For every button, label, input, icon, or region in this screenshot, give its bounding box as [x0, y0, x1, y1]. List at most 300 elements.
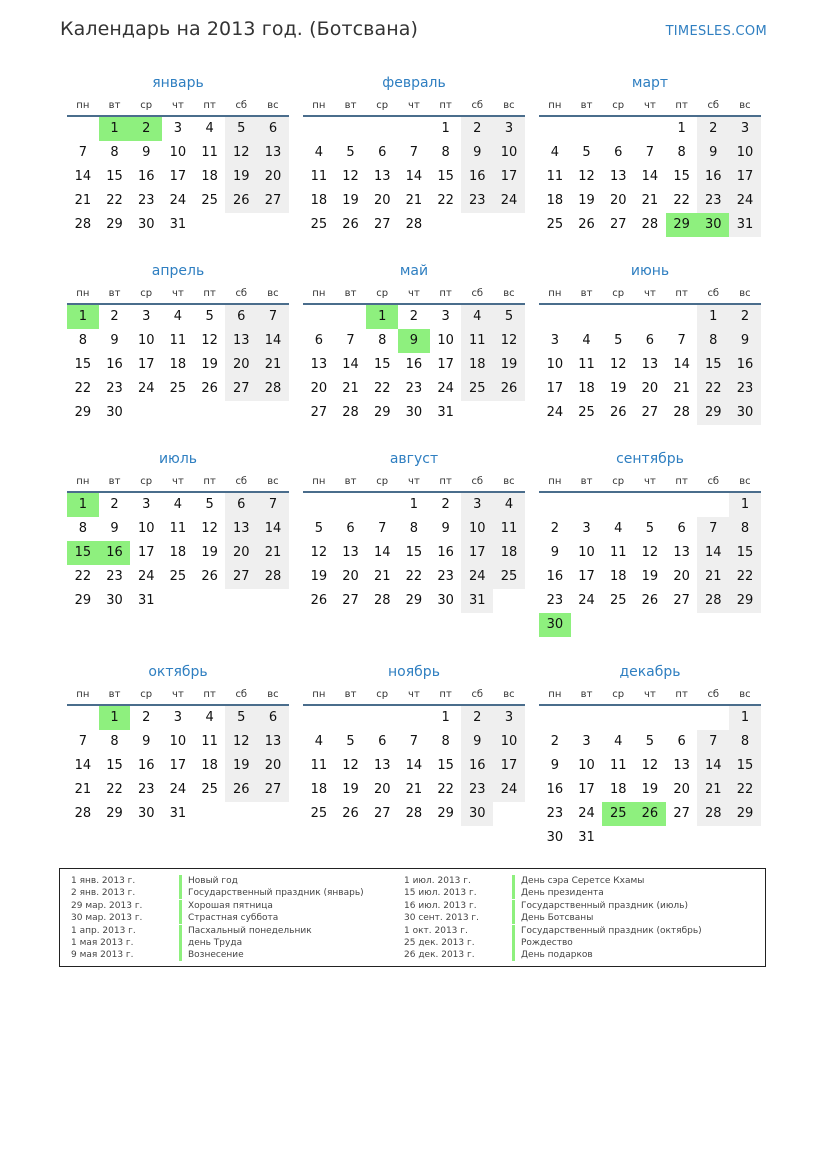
- legend-holiday-name: Вознесение: [188, 950, 244, 961]
- month-name: апрель: [151, 263, 205, 279]
- weekday-label: пт: [203, 288, 216, 299]
- day-cell: 2: [441, 497, 450, 512]
- day-cell: 14: [257, 329, 289, 353]
- legend-date: 25 дек. 2013 г.: [404, 937, 475, 948]
- empty-cell: [634, 305, 666, 329]
- empty-cell: [335, 305, 367, 329]
- day-cell: 1: [409, 497, 419, 512]
- day-cell: 28: [257, 377, 289, 401]
- day-cell: 9: [461, 141, 493, 165]
- day-cell: 15: [405, 545, 423, 560]
- day-cell: 11: [201, 145, 218, 160]
- day-cell: 30: [729, 401, 761, 425]
- weekday-label: пт: [439, 100, 452, 111]
- weekday-label: вт: [108, 689, 121, 700]
- day-cell: 2: [110, 497, 119, 512]
- day-cell: 17: [169, 169, 187, 184]
- day-cell: 4: [614, 521, 623, 536]
- holiday-day-cell: 15: [67, 541, 99, 565]
- day-cell: 31: [729, 213, 761, 237]
- day-cell: 4: [314, 145, 323, 160]
- day-cell: 6: [225, 305, 257, 329]
- holiday-day-cell: 1: [366, 305, 398, 329]
- day-cell: 16: [405, 357, 423, 372]
- holiday-color-marker: [179, 900, 182, 912]
- day-cell: 6: [378, 734, 387, 749]
- day-cell: 10: [137, 521, 155, 536]
- holiday-color-marker: [179, 875, 182, 887]
- legend-date: 1 июл. 2013 г.: [404, 876, 471, 886]
- day-cell: 19: [201, 545, 218, 560]
- day-cell: 7: [257, 493, 289, 517]
- weekday-label: вс: [503, 288, 515, 299]
- legend-date: 30 мар. 2013 г.: [71, 913, 143, 924]
- day-cell: 19: [225, 754, 257, 778]
- legend-holiday-name: Пасхальный понедельник: [188, 925, 312, 936]
- day-cell: 25: [310, 806, 328, 821]
- day-cell: 7: [677, 333, 686, 348]
- weekday-label: пт: [675, 476, 688, 487]
- day-cell: 10: [169, 145, 187, 160]
- day-cell: 13: [609, 169, 627, 184]
- day-cell: 26: [342, 806, 359, 821]
- holiday-color-marker: [512, 949, 515, 961]
- legend-holiday-name: Государственный праздник (июль): [521, 900, 688, 911]
- day-cell: 19: [225, 165, 257, 189]
- day-cell: 13: [257, 730, 289, 754]
- day-cell: 22: [673, 193, 690, 208]
- empty-cell: [335, 706, 367, 730]
- day-cell: 27: [673, 593, 690, 608]
- day-cell: 12: [225, 730, 257, 754]
- month-block: [539, 448, 761, 637]
- day-cell: 12: [641, 545, 659, 560]
- day-cell: 10: [437, 333, 454, 348]
- day-cell: 29: [729, 589, 761, 613]
- holiday-legend: [59, 868, 766, 967]
- month-block: [303, 661, 525, 826]
- day-cell: 17: [137, 357, 155, 372]
- empty-cell: [634, 706, 666, 730]
- holiday-day-cell: 16: [99, 541, 131, 565]
- day-cell: 19: [493, 353, 525, 377]
- day-cell: 8: [409, 521, 419, 536]
- empty-cell: [666, 706, 698, 730]
- day-cell: 14: [74, 169, 92, 184]
- empty-cell: [666, 305, 698, 329]
- weekday-label: сб: [471, 100, 484, 111]
- day-cell: 20: [257, 165, 289, 189]
- weekday-label: пн: [76, 689, 90, 700]
- empty-cell: [398, 117, 430, 141]
- day-cell: 27: [373, 806, 391, 821]
- weekday-label: пн: [76, 476, 90, 487]
- day-cell: 29: [405, 593, 423, 608]
- weekday-header: [67, 282, 289, 305]
- day-cell: 11: [546, 169, 564, 184]
- weekday-label: вт: [108, 100, 121, 111]
- empty-cell: [539, 706, 571, 730]
- day-cell: 7: [78, 145, 87, 160]
- day-cell: 18: [609, 569, 627, 584]
- day-cell: 12: [609, 357, 627, 372]
- holiday-color-marker: [512, 925, 515, 937]
- day-cell: 28: [257, 565, 289, 589]
- weekday-label: сб: [707, 689, 720, 700]
- weekday-label: пн: [312, 476, 326, 487]
- day-cell: 24: [546, 405, 564, 420]
- day-cell: 8: [729, 517, 761, 541]
- day-cell: 20: [257, 754, 289, 778]
- legend-row: [404, 875, 702, 887]
- empty-cell: [67, 706, 99, 730]
- legend-date: 16 июл. 2013 г.: [404, 900, 477, 911]
- day-cell: 26: [493, 377, 525, 401]
- legend-column-left: [71, 875, 364, 962]
- day-cell: 10: [546, 357, 564, 372]
- month-name: январь: [152, 75, 204, 91]
- day-cell: 6: [314, 333, 323, 348]
- weekday-label: вс: [503, 100, 515, 111]
- legend-row: [404, 937, 702, 949]
- day-cell: 13: [373, 169, 391, 184]
- holiday-color-marker: [512, 937, 515, 949]
- legend-date: 1 окт. 2013 г.: [404, 925, 468, 936]
- day-cell: 3: [173, 121, 183, 136]
- day-cell: 16: [546, 569, 564, 584]
- holiday-day-cell: 29: [666, 213, 698, 237]
- day-cell: 6: [378, 145, 387, 160]
- day-cell: 12: [310, 545, 328, 560]
- day-cell: 11: [169, 333, 187, 348]
- legend-row: [404, 949, 702, 961]
- weekday-label: пт: [203, 476, 216, 487]
- day-cell: 19: [310, 569, 328, 584]
- day-cell: 19: [342, 782, 359, 797]
- day-cell: 4: [205, 710, 214, 725]
- weekday-label: ср: [612, 288, 625, 299]
- day-cell: 15: [673, 169, 690, 184]
- day-cell: 15: [106, 758, 123, 773]
- day-cell: 23: [137, 193, 155, 208]
- day-cell: 5: [346, 145, 355, 160]
- day-cell: 4: [173, 309, 183, 324]
- legend-row: [71, 900, 364, 912]
- empty-cell: [67, 117, 99, 141]
- legend-date: 1 янв. 2013 г.: [71, 876, 136, 886]
- weekday-header: [539, 683, 761, 706]
- day-cell: 17: [578, 569, 595, 584]
- legend-date: 15 июл. 2013 г.: [404, 888, 477, 899]
- day-cell: 16: [437, 545, 454, 560]
- day-cell: 28: [697, 802, 729, 826]
- day-cell: 27: [225, 377, 257, 401]
- weekday-label: вс: [267, 476, 279, 487]
- day-cell: 10: [729, 141, 761, 165]
- day-grid: [67, 305, 289, 425]
- day-cell: 26: [310, 593, 328, 608]
- day-cell: 5: [346, 734, 355, 749]
- day-cell: 15: [437, 758, 454, 773]
- legend-row: [404, 912, 702, 924]
- page-title: Календарь на 2013 год. (Ботсвана): [60, 18, 418, 40]
- day-cell: 21: [697, 565, 729, 589]
- day-cell: 29: [106, 217, 123, 232]
- day-cell: 22: [74, 569, 92, 584]
- weekday-label: вс: [739, 288, 751, 299]
- day-cell: 30: [405, 405, 423, 420]
- day-cell: 21: [342, 381, 359, 396]
- day-cell: 23: [546, 806, 564, 821]
- weekday-label: чт: [644, 689, 656, 700]
- weekday-label: ср: [376, 288, 389, 299]
- legend-date: 26 дек. 2013 г.: [404, 950, 475, 961]
- day-cell: 21: [373, 569, 391, 584]
- weekday-label: чт: [172, 100, 184, 111]
- legend-date: 29 мар. 2013 г.: [71, 900, 143, 911]
- day-cell: 14: [697, 754, 729, 778]
- month-name: июнь: [630, 263, 670, 279]
- day-cell: 5: [614, 333, 623, 348]
- weekday-label: сб: [707, 288, 720, 299]
- day-cell: 28: [342, 405, 359, 420]
- weekday-label: вт: [108, 476, 121, 487]
- day-cell: 3: [142, 309, 151, 324]
- day-cell: 11: [169, 521, 187, 536]
- day-cell: 9: [729, 329, 761, 353]
- day-cell: 6: [346, 521, 355, 536]
- day-cell: 23: [546, 593, 564, 608]
- day-cell: 19: [641, 782, 659, 797]
- legend-date: 1 апр. 2013 г.: [71, 925, 136, 936]
- weekday-header: [67, 94, 289, 117]
- day-cell: 4: [550, 145, 559, 160]
- day-cell: 12: [641, 758, 659, 773]
- weekday-label: вс: [503, 476, 515, 487]
- day-cell: 4: [493, 493, 525, 517]
- day-cell: 1: [729, 706, 761, 730]
- weekday-label: ср: [140, 288, 153, 299]
- day-cell: 29: [437, 806, 454, 821]
- holiday-day-cell: 1: [67, 305, 99, 329]
- day-cell: 24: [461, 565, 493, 589]
- legend-row: [404, 900, 702, 912]
- day-cell: 2: [409, 309, 419, 324]
- day-cell: 31: [437, 405, 454, 420]
- day-cell: 28: [373, 593, 391, 608]
- day-cell: 13: [225, 517, 257, 541]
- day-cell: 29: [74, 405, 92, 420]
- weekday-label: пт: [203, 689, 216, 700]
- day-cell: 3: [441, 309, 450, 324]
- day-cell: 11: [609, 758, 627, 773]
- day-cell: 3: [729, 117, 761, 141]
- day-cell: 7: [697, 730, 729, 754]
- day-cell: 14: [342, 357, 359, 372]
- day-cell: 31: [137, 593, 155, 608]
- day-cell: 23: [405, 381, 423, 396]
- day-cell: 18: [493, 541, 525, 565]
- day-cell: 20: [673, 569, 690, 584]
- weekday-header: [539, 470, 761, 493]
- day-grid: [303, 117, 525, 237]
- day-cell: 23: [137, 782, 155, 797]
- day-cell: 17: [137, 545, 155, 560]
- weekday-label: чт: [408, 689, 420, 700]
- day-cell: 17: [461, 541, 493, 565]
- weekday-label: вт: [580, 476, 593, 487]
- empty-cell: [571, 706, 603, 730]
- weekday-header: [67, 470, 289, 493]
- weekday-label: сб: [235, 100, 248, 111]
- month-name: август: [389, 451, 439, 467]
- day-cell: 21: [257, 353, 289, 377]
- day-cell: 23: [729, 377, 761, 401]
- day-cell: 25: [310, 217, 328, 232]
- day-cell: 23: [461, 778, 493, 802]
- day-cell: 23: [106, 381, 123, 396]
- day-cell: 30: [437, 593, 454, 608]
- day-cell: 15: [373, 357, 391, 372]
- day-cell: 17: [493, 165, 525, 189]
- weekday-label: сб: [235, 689, 248, 700]
- month-block: [539, 72, 761, 237]
- weekday-label: чт: [644, 476, 656, 487]
- day-cell: 12: [201, 521, 218, 536]
- day-cell: 6: [257, 706, 289, 730]
- empty-cell: [366, 117, 398, 141]
- day-cell: 7: [78, 734, 87, 749]
- day-cell: 17: [493, 754, 525, 778]
- day-cell: 18: [578, 381, 595, 396]
- day-cell: 25: [461, 377, 493, 401]
- day-cell: 21: [641, 193, 659, 208]
- day-cell: 27: [373, 217, 391, 232]
- holiday-color-marker: [512, 912, 515, 924]
- weekday-label: вт: [108, 288, 121, 299]
- day-grid: [67, 493, 289, 613]
- day-cell: 18: [169, 357, 187, 372]
- day-cell: 18: [201, 169, 218, 184]
- weekday-label: чт: [172, 288, 184, 299]
- weekday-label: вс: [267, 100, 279, 111]
- month-block: [303, 260, 525, 425]
- weekday-label: чт: [172, 476, 184, 487]
- day-cell: 24: [729, 189, 761, 213]
- day-cell: 20: [373, 782, 391, 797]
- empty-cell: [539, 305, 571, 329]
- holiday-day-cell: 25: [602, 802, 634, 826]
- day-cell: 11: [461, 329, 493, 353]
- weekday-label: вс: [267, 288, 279, 299]
- day-cell: 17: [169, 758, 187, 773]
- day-cell: 22: [437, 193, 454, 208]
- day-cell: 20: [225, 353, 257, 377]
- day-cell: 27: [342, 593, 359, 608]
- day-cell: 28: [673, 405, 690, 420]
- day-cell: 23: [697, 189, 729, 213]
- day-cell: 31: [461, 589, 493, 613]
- day-grid: [539, 117, 761, 237]
- day-cell: 11: [609, 545, 627, 560]
- weekday-label: ср: [376, 476, 389, 487]
- weekday-label: пт: [675, 288, 688, 299]
- weekday-label: чт: [644, 100, 656, 111]
- day-cell: 7: [409, 734, 419, 749]
- day-cell: 23: [106, 569, 123, 584]
- day-cell: 16: [729, 353, 761, 377]
- day-cell: 13: [225, 329, 257, 353]
- day-cell: 2: [142, 710, 151, 725]
- legend-holiday-name: День подарков: [521, 950, 593, 961]
- legend-holiday-name: Хорошая пятница: [188, 900, 273, 911]
- day-cell: 30: [106, 405, 123, 420]
- empty-cell: [398, 706, 430, 730]
- day-cell: 12: [201, 333, 218, 348]
- day-grid: [303, 706, 525, 826]
- day-cell: 18: [461, 353, 493, 377]
- weekday-label: сб: [471, 476, 484, 487]
- day-cell: 25: [201, 193, 218, 208]
- day-cell: 17: [578, 782, 595, 797]
- day-cell: 16: [461, 754, 493, 778]
- site-link[interactable]: TIMESLES.COM: [665, 24, 767, 39]
- day-cell: 30: [546, 830, 564, 845]
- weekday-label: ср: [376, 689, 389, 700]
- day-cell: 31: [169, 806, 187, 821]
- day-cell: 27: [609, 217, 627, 232]
- day-grid: [539, 305, 761, 425]
- weekday-label: ср: [376, 100, 389, 111]
- day-cell: 8: [78, 521, 87, 536]
- weekday-label: пт: [203, 100, 216, 111]
- day-cell: 17: [437, 357, 454, 372]
- day-cell: 10: [493, 141, 525, 165]
- day-cell: 14: [673, 357, 690, 372]
- empty-cell: [571, 117, 603, 141]
- legend-row: [71, 937, 364, 949]
- empty-cell: [634, 493, 666, 517]
- day-cell: 28: [697, 589, 729, 613]
- holiday-day-cell: 30: [697, 213, 729, 237]
- day-cell: 2: [697, 117, 729, 141]
- weekday-label: чт: [172, 689, 184, 700]
- day-cell: 3: [582, 734, 591, 749]
- day-cell: 22: [697, 377, 729, 401]
- day-cell: 26: [225, 778, 257, 802]
- legend-row: [71, 875, 364, 887]
- legend-holiday-name: День Ботсваны: [521, 913, 594, 924]
- day-cell: 9: [441, 521, 450, 536]
- weekday-label: пн: [548, 288, 562, 299]
- empty-cell: [539, 493, 571, 517]
- day-cell: 9: [550, 545, 559, 560]
- day-cell: 16: [137, 169, 155, 184]
- day-cell: 13: [673, 758, 690, 773]
- day-cell: 26: [578, 217, 595, 232]
- day-cell: 5: [225, 706, 257, 730]
- empty-cell: [697, 706, 729, 730]
- day-cell: 5: [205, 497, 214, 512]
- day-cell: 15: [697, 353, 729, 377]
- weekday-label: пт: [439, 288, 452, 299]
- empty-cell: [666, 493, 698, 517]
- day-cell: 23: [461, 189, 493, 213]
- weekday-label: ср: [612, 689, 625, 700]
- holiday-color-marker: [512, 875, 515, 887]
- day-cell: 25: [169, 569, 187, 584]
- day-cell: 4: [205, 121, 214, 136]
